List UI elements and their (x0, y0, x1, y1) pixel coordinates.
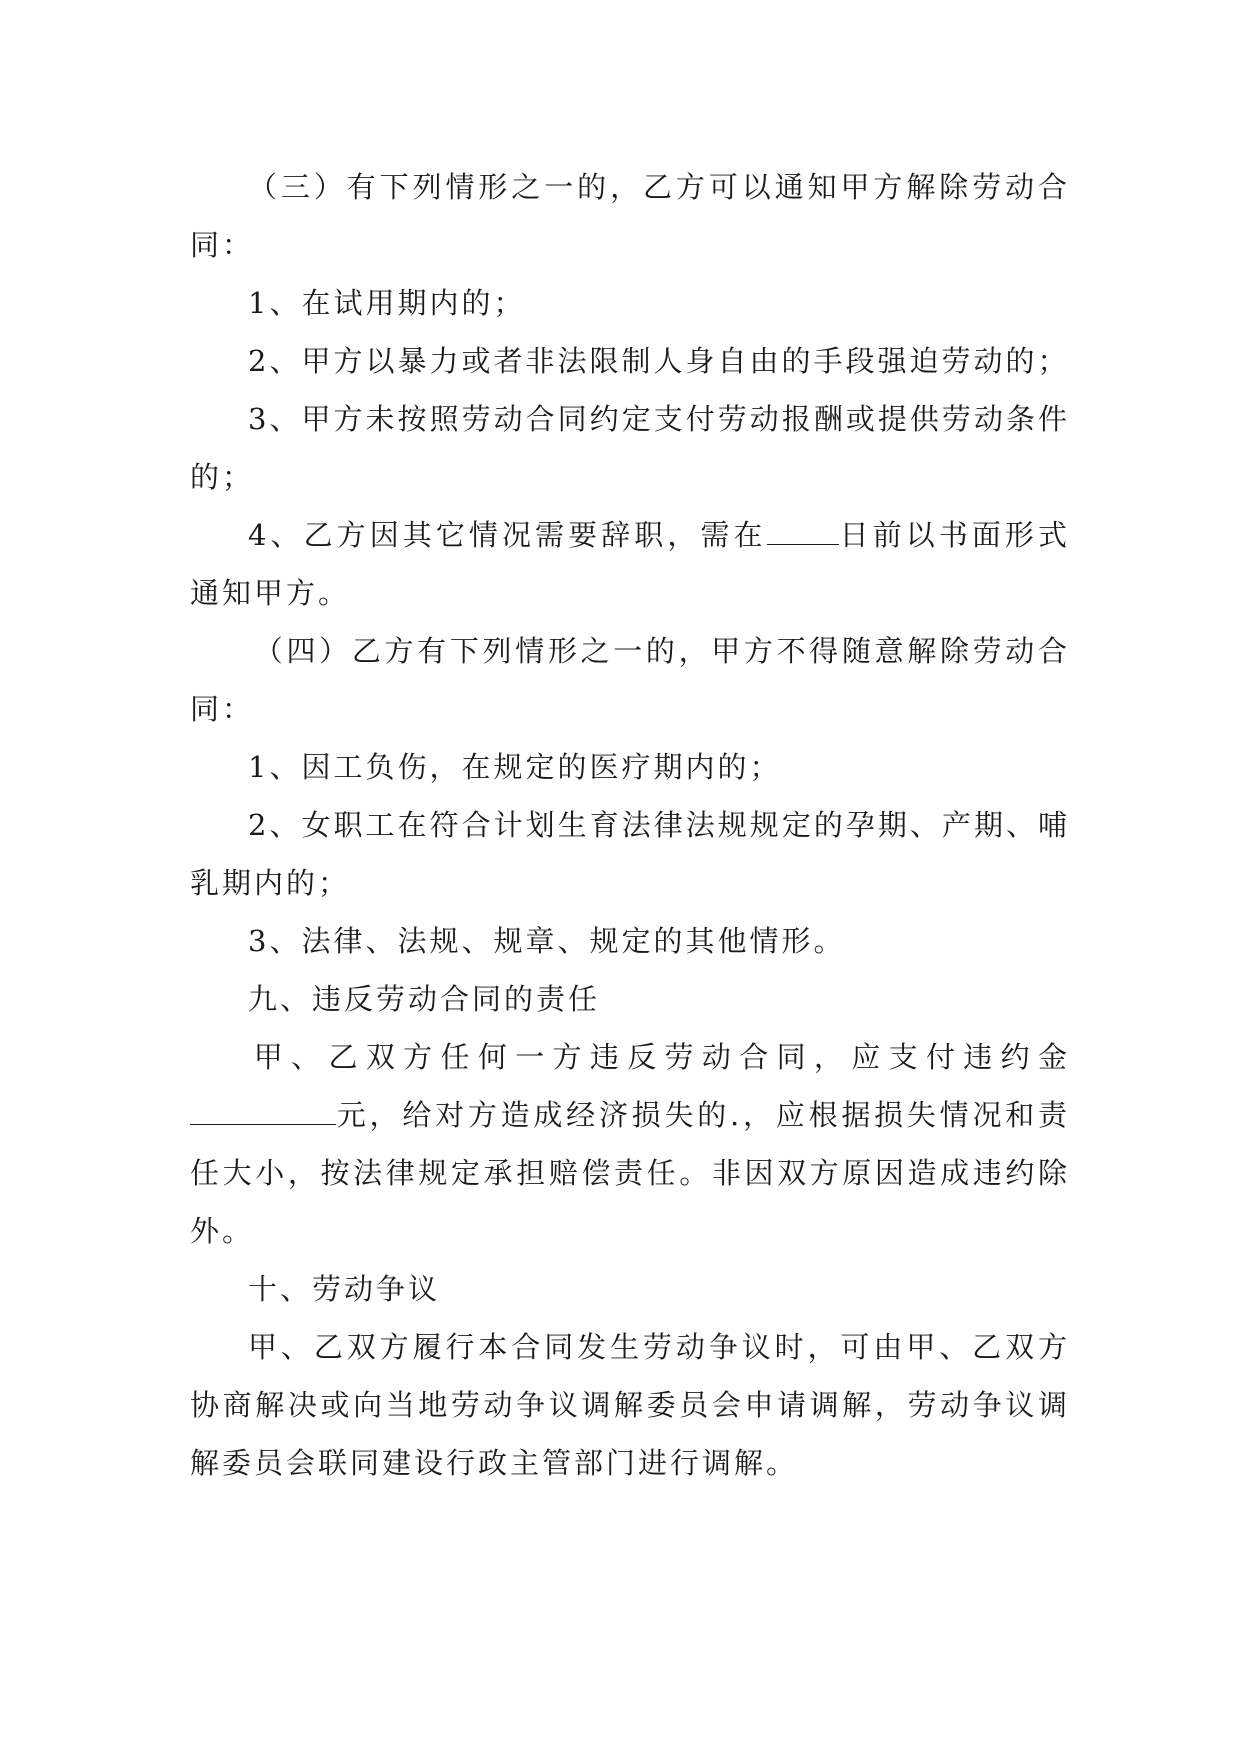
paragraph-text: 4、乙方因其它情况需要辞职，需在 (248, 518, 767, 552)
clause-three-item-3 (190, 390, 1070, 506)
clause-three-item-1 (190, 274, 1070, 332)
fill-in-blank-days (767, 518, 839, 545)
clause-three-item-4 (190, 506, 1070, 622)
clause-four-heading (190, 622, 1070, 738)
paragraph-text: （三）有下列情形之一的，乙方可以通知甲方解除劳动合同： (190, 170, 1070, 262)
clause-four-item-3 (190, 912, 1070, 970)
section-ten-body (190, 1318, 1070, 1492)
paragraph-text: 十、劳动争议 (248, 1272, 441, 1306)
paragraph-text: 3、法律、法规、规章、规定的其他情形。 (248, 924, 846, 958)
fill-in-blank-amount (190, 1098, 336, 1125)
paragraph-text: （四）乙方有下列情形之一的，甲方不得随意解除劳动合同： (190, 634, 1070, 726)
paragraph-text: 元，给对方造成经济损失的.，应根据损失情况和责任大小，按法律规定承担赔偿责任。非因双方原因造成违约除外。 (190, 1098, 1070, 1248)
paragraph-text: 2、女职工在符合计划生育法律法规规定的孕期、产期、哺乳期内的； (190, 808, 1070, 900)
clause-three-heading (190, 158, 1070, 274)
section-nine-title (190, 970, 1070, 1028)
paragraph-text: 日前以书面形式通知甲方。 (190, 518, 1070, 610)
clause-three-item-2 (190, 332, 1070, 390)
clause-four-item-1 (190, 738, 1070, 796)
document-body (190, 158, 1070, 1492)
clause-four-item-2 (190, 796, 1070, 912)
section-nine-body (190, 1028, 1070, 1260)
section-ten-title (190, 1260, 1070, 1318)
paragraph-text: 九、违反劳动合同的责任 (248, 982, 601, 1016)
paragraph-text: 甲、乙双方任何一方违反劳动合同，应支付违约金 (253, 1040, 1070, 1074)
paragraph-text: 2、甲方以暴力或者非法限制人身自由的手段强迫劳动的； (248, 344, 1070, 378)
paragraph-text: 3、甲方未按照劳动合同约定支付劳动报酬或提供劳动条件的； (190, 402, 1070, 494)
paragraph-text: 1、因工负伤，在规定的医疗期内的； (248, 750, 782, 784)
paragraph-text: 甲、乙双方履行本合同发生劳动争议时，可由甲、乙双方协商解决或向当地劳动争议调解委员会申请调解，劳动争议调解委员会联同建设行政主管部门进行调解。 (190, 1330, 1070, 1480)
paragraph-text: 1、在试用期内的； (248, 286, 526, 320)
